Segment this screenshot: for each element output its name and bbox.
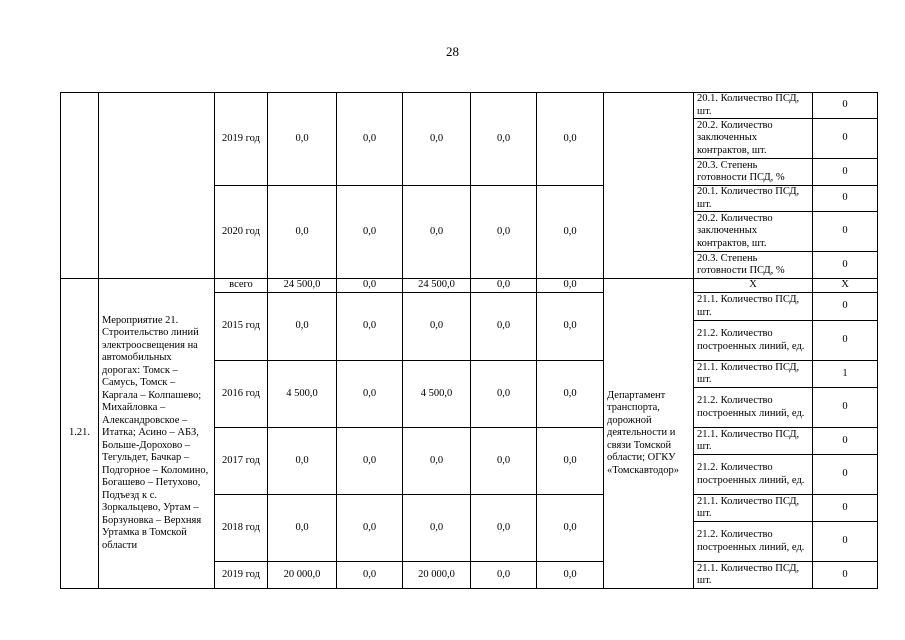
- value-cell: 0,0: [537, 93, 604, 186]
- measure-title: Мероприятие 21. Строительство линий электроосвещения на автомобильных дорогах: Томск – Самусь, Томск – Каргала – Колпашево; Михайловка – Александровское – Итатка; Асино – АБЗ, Больше-Дорохово – Тегульдет, Бачкар – Подгорное – Коломино, Богашево – Петухово, Подъезд к с. Зоркальцево, Уртам – Борзуновка – Верхняя Уртамка в Томской области: [99, 279, 215, 589]
- value-cell: 0,0: [403, 495, 471, 562]
- title-cell-empty: [99, 93, 215, 279]
- indicator-value: 0: [813, 186, 878, 212]
- indicator-value: 0: [813, 293, 878, 321]
- table-row: [61, 93, 878, 119]
- year-cell: 2020 год: [215, 186, 268, 279]
- year-cell: 2015 год: [215, 293, 268, 361]
- year-cell: 2019 год: [215, 562, 268, 589]
- value-cell: 0,0: [403, 428, 471, 495]
- indicator-value: 1: [813, 361, 878, 388]
- indicator-name: 21.1. Количество ПСД, шт.: [694, 361, 813, 388]
- indicator-value: 0: [813, 428, 878, 455]
- indicator-value: 0: [813, 562, 878, 589]
- value-cell: 0,0: [537, 562, 604, 589]
- value-cell: 0,0: [337, 361, 403, 428]
- value-cell: 0,0: [268, 186, 337, 279]
- value-cell: 0,0: [337, 93, 403, 186]
- indicator-name: 21.1. Количество ПСД, шт.: [694, 495, 813, 522]
- value-cell: 0,0: [537, 428, 604, 495]
- value-cell: 0,0: [471, 562, 537, 589]
- table-row: [61, 279, 878, 293]
- value-cell: 4 500,0: [403, 361, 471, 428]
- indicator-value: 0: [813, 455, 878, 495]
- value-cell: 0,0: [403, 293, 471, 361]
- value-cell: 0,0: [537, 279, 604, 293]
- indicator-name: 20.1. Количество ПСД, шт.: [694, 93, 813, 119]
- value-cell: 0,0: [268, 428, 337, 495]
- value-cell: 0,0: [403, 93, 471, 186]
- value-cell: 0,0: [471, 279, 537, 293]
- indicator-name: 20.3. Степень готовности ПСД, %: [694, 252, 813, 279]
- value-cell: 0,0: [268, 293, 337, 361]
- value-cell: 0,0: [471, 428, 537, 495]
- indicator-name: 21.2. Количество построенных линий, ед.: [694, 388, 813, 428]
- indicator-name: 21.2. Количество построенных линий, ед.: [694, 522, 813, 562]
- year-cell: 2019 год: [215, 93, 268, 186]
- code-cell-empty: [61, 93, 99, 279]
- indicator-value: 0: [813, 252, 878, 279]
- indicator-value: 0: [813, 212, 878, 252]
- year-cell: 2016 год: [215, 361, 268, 428]
- value-cell: 20 000,0: [268, 562, 337, 589]
- executor-cell: Департамент транспорта, дорожной деятельности и связи Томской области; ОГКУ «Томскавтодор»: [604, 279, 694, 589]
- value-cell: 0,0: [537, 361, 604, 428]
- executor-cell-empty: [604, 93, 694, 279]
- value-cell: 0,0: [471, 495, 537, 562]
- value-cell: 4 500,0: [268, 361, 337, 428]
- value-cell: 0,0: [268, 495, 337, 562]
- value-cell: 0,0: [471, 93, 537, 186]
- value-cell: 0,0: [337, 495, 403, 562]
- indicator-name: 21.1. Количество ПСД, шт.: [694, 428, 813, 455]
- value-cell: 0,0: [537, 495, 604, 562]
- value-cell: 0,0: [337, 428, 403, 495]
- value-cell: 0,0: [403, 186, 471, 279]
- value-cell: 0,0: [337, 293, 403, 361]
- indicator-name: Х: [694, 279, 813, 293]
- value-cell: 0,0: [268, 93, 337, 186]
- indicator-name: 21.1. Количество ПСД, шт.: [694, 293, 813, 321]
- indicator-name: 20.1. Количество ПСД, шт.: [694, 186, 813, 212]
- value-cell: 24 500,0: [268, 279, 337, 293]
- value-cell: 0,0: [471, 186, 537, 279]
- value-cell: 0,0: [471, 293, 537, 361]
- indicator-name: 20.2. Количество заключенных контрактов, шт.: [694, 212, 813, 252]
- indicator-name: 20.3. Степень готовности ПСД, %: [694, 159, 813, 186]
- value-cell: 0,0: [537, 186, 604, 279]
- value-cell: 0,0: [537, 293, 604, 361]
- indicator-name: 21.2. Количество построенных линий, ед.: [694, 321, 813, 361]
- value-cell: 0,0: [337, 186, 403, 279]
- program-table: [60, 92, 878, 589]
- value-cell: 20 000,0: [403, 562, 471, 589]
- year-cell: 2017 год: [215, 428, 268, 495]
- value-cell: 0,0: [471, 361, 537, 428]
- indicator-value: 0: [813, 522, 878, 562]
- value-cell: 0,0: [337, 562, 403, 589]
- year-cell: 2018 год: [215, 495, 268, 562]
- measure-code: 1.21.: [61, 279, 99, 589]
- indicator-value: 0: [813, 93, 878, 119]
- year-cell: всего: [215, 279, 268, 293]
- indicator-name: 21.1. Количество ПСД, шт.: [694, 562, 813, 589]
- value-cell: 0,0: [337, 279, 403, 293]
- value-cell: 24 500,0: [403, 279, 471, 293]
- indicator-name: 21.2. Количество построенных линий, ед.: [694, 455, 813, 495]
- indicator-name: 20.2. Количество заключенных контрактов, шт.: [694, 119, 813, 159]
- indicator-value: Х: [813, 279, 878, 293]
- indicator-value: 0: [813, 119, 878, 159]
- indicator-value: 0: [813, 495, 878, 522]
- indicator-value: 0: [813, 388, 878, 428]
- indicator-value: 0: [813, 321, 878, 361]
- indicator-value: 0: [813, 159, 878, 186]
- page-number: 28: [446, 44, 459, 59]
